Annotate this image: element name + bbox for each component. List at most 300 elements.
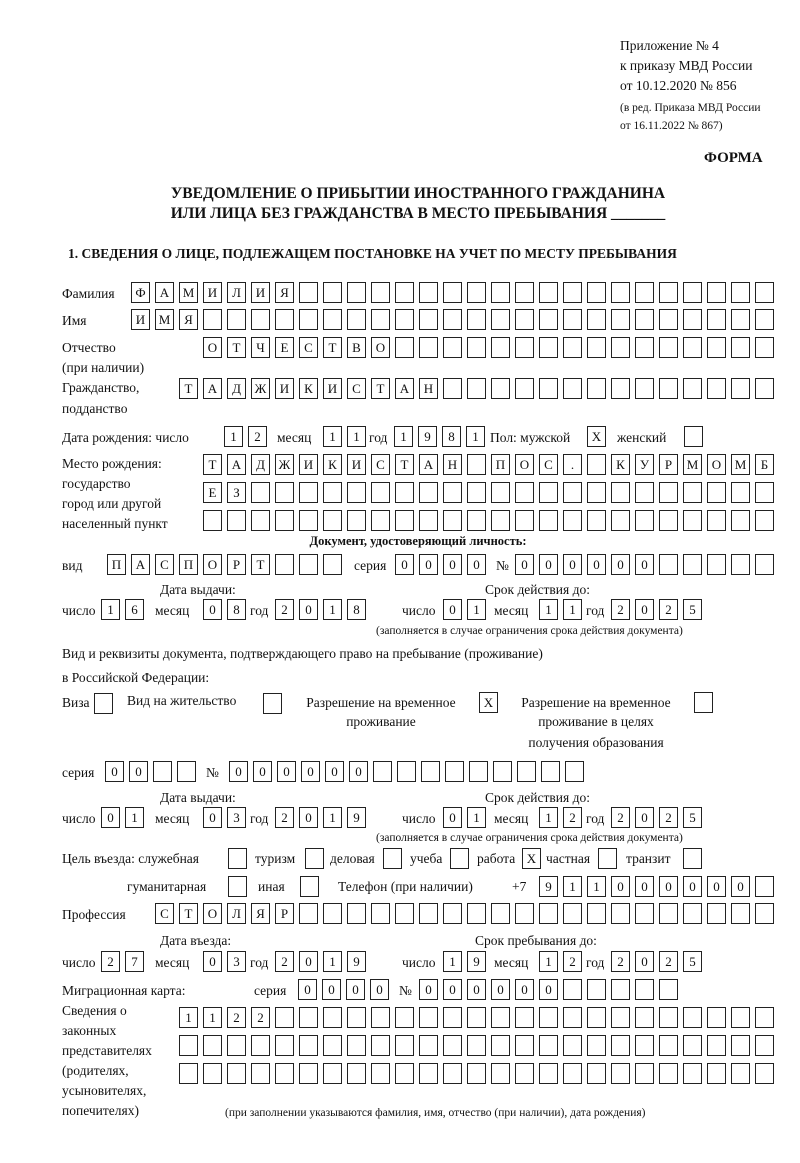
input-cell[interactable] (275, 1007, 294, 1028)
input-cell[interactable]: Т (227, 337, 246, 358)
input-cell[interactable] (467, 903, 486, 924)
input-cell[interactable] (347, 282, 366, 303)
input-cell[interactable] (563, 282, 582, 303)
input-cell[interactable]: С (347, 378, 366, 399)
input-cell[interactable]: 1 (394, 426, 413, 447)
input-cell[interactable] (563, 482, 582, 503)
patronymic-field[interactable] (203, 337, 774, 359)
stay-until-month-field[interactable] (539, 951, 582, 973)
stay-valid-year-field[interactable] (611, 807, 702, 829)
input-cell[interactable]: 0 (129, 761, 148, 782)
input-cell[interactable] (371, 1035, 390, 1056)
input-cell[interactable]: 0 (443, 554, 462, 575)
input-cell[interactable] (707, 1035, 726, 1056)
stay-issue-day-field[interactable] (101, 807, 144, 829)
input-cell[interactable]: Р (659, 454, 678, 475)
input-cell[interactable] (467, 1063, 486, 1084)
input-cell[interactable] (323, 554, 342, 575)
id-issue-day-field[interactable] (101, 599, 144, 621)
input-cell[interactable] (228, 876, 247, 897)
input-cell[interactable] (611, 1035, 630, 1056)
input-cell[interactable]: 2 (275, 599, 294, 620)
purpose-humanitarian-checkbox[interactable] (228, 876, 247, 898)
input-cell[interactable] (659, 309, 678, 330)
input-cell[interactable] (563, 378, 582, 399)
name-field[interactable] (131, 309, 774, 331)
input-cell[interactable] (587, 1063, 606, 1084)
input-cell[interactable] (563, 1063, 582, 1084)
input-cell[interactable] (611, 282, 630, 303)
input-cell[interactable]: 1 (203, 1007, 222, 1028)
input-cell[interactable]: 1 (563, 876, 582, 897)
input-cell[interactable] (491, 1035, 510, 1056)
input-cell[interactable] (323, 1007, 342, 1028)
input-cell[interactable] (299, 282, 318, 303)
input-cell[interactable]: 2 (227, 1007, 246, 1028)
input-cell[interactable] (323, 309, 342, 330)
input-cell[interactable] (517, 761, 536, 782)
input-cell[interactable]: 2 (611, 599, 630, 620)
input-cell[interactable] (203, 1035, 222, 1056)
input-cell[interactable] (299, 1063, 318, 1084)
input-cell[interactable]: 5 (683, 599, 702, 620)
input-cell[interactable] (275, 554, 294, 575)
input-cell[interactable] (227, 1035, 246, 1056)
input-cell[interactable] (587, 979, 606, 1000)
input-cell[interactable]: 2 (563, 951, 582, 972)
representatives-row-2[interactable] (179, 1035, 774, 1057)
input-cell[interactable]: Т (323, 337, 342, 358)
input-cell[interactable]: 1 (467, 807, 486, 828)
input-cell[interactable]: Я (275, 282, 294, 303)
input-cell[interactable] (563, 309, 582, 330)
input-cell[interactable] (611, 337, 630, 358)
input-cell[interactable] (659, 554, 678, 575)
birth-year-field[interactable] (394, 426, 485, 448)
input-cell[interactable] (563, 1007, 582, 1028)
input-cell[interactable]: Т (179, 903, 198, 924)
input-cell[interactable]: 0 (322, 979, 341, 1000)
input-cell[interactable]: X (587, 426, 606, 447)
input-cell[interactable]: 0 (299, 951, 318, 972)
input-cell[interactable] (611, 1063, 630, 1084)
input-cell[interactable] (443, 309, 462, 330)
input-cell[interactable] (515, 510, 534, 531)
input-cell[interactable]: 6 (125, 599, 144, 620)
input-cell[interactable]: 7 (125, 951, 144, 972)
input-cell[interactable] (755, 554, 774, 575)
input-cell[interactable] (179, 1035, 198, 1056)
purpose-private-checkbox[interactable] (598, 848, 617, 870)
input-cell[interactable] (347, 903, 366, 924)
input-cell[interactable] (659, 482, 678, 503)
input-cell[interactable] (491, 1063, 510, 1084)
input-cell[interactable]: 0 (346, 979, 365, 1000)
input-cell[interactable]: 0 (539, 979, 558, 1000)
input-cell[interactable] (611, 1007, 630, 1028)
input-cell[interactable] (515, 282, 534, 303)
input-cell[interactable]: 1 (179, 1007, 198, 1028)
input-cell[interactable]: Д (251, 454, 270, 475)
migration-series-field[interactable] (298, 979, 389, 1001)
input-cell[interactable] (203, 1063, 222, 1084)
input-cell[interactable]: . (563, 454, 582, 475)
input-cell[interactable] (635, 1063, 654, 1084)
input-cell[interactable] (683, 1007, 702, 1028)
input-cell[interactable]: З (227, 482, 246, 503)
input-cell[interactable]: 8 (442, 426, 461, 447)
input-cell[interactable] (515, 378, 534, 399)
input-cell[interactable]: 0 (515, 979, 534, 1000)
input-cell[interactable] (659, 282, 678, 303)
input-cell[interactable]: 1 (347, 426, 366, 447)
input-cell[interactable]: Р (275, 903, 294, 924)
input-cell[interactable] (515, 1007, 534, 1028)
input-cell[interactable]: 0 (659, 876, 678, 897)
input-cell[interactable]: X (479, 692, 498, 713)
input-cell[interactable]: Я (251, 903, 270, 924)
id-issue-month-field[interactable] (203, 599, 246, 621)
input-cell[interactable] (153, 761, 172, 782)
input-cell[interactable] (683, 282, 702, 303)
input-cell[interactable] (419, 1035, 438, 1056)
entry-day-field[interactable] (101, 951, 144, 973)
input-cell[interactable] (467, 1007, 486, 1028)
input-cell[interactable]: X (522, 848, 541, 869)
input-cell[interactable] (395, 1035, 414, 1056)
birth-day-field[interactable] (224, 426, 267, 448)
input-cell[interactable] (467, 510, 486, 531)
input-cell[interactable] (347, 1063, 366, 1084)
input-cell[interactable]: И (323, 378, 342, 399)
id-valid-month-field[interactable] (539, 599, 582, 621)
purpose-study-checkbox[interactable] (450, 848, 469, 870)
input-cell[interactable] (563, 337, 582, 358)
input-cell[interactable] (587, 378, 606, 399)
input-cell[interactable]: 9 (347, 951, 366, 972)
input-cell[interactable] (707, 309, 726, 330)
input-cell[interactable]: И (299, 454, 318, 475)
input-cell[interactable]: 0 (298, 979, 317, 1000)
input-cell[interactable]: А (419, 454, 438, 475)
purpose-business-checkbox[interactable] (383, 848, 402, 870)
input-cell[interactable]: А (203, 378, 222, 399)
input-cell[interactable]: Т (395, 454, 414, 475)
input-cell[interactable] (395, 510, 414, 531)
input-cell[interactable]: М (683, 454, 702, 475)
input-cell[interactable] (228, 848, 247, 869)
input-cell[interactable]: Б (755, 454, 774, 475)
input-cell[interactable]: Л (227, 282, 246, 303)
input-cell[interactable]: 2 (101, 951, 120, 972)
input-cell[interactable] (419, 482, 438, 503)
input-cell[interactable] (731, 510, 750, 531)
input-cell[interactable] (395, 482, 414, 503)
input-cell[interactable] (707, 510, 726, 531)
input-cell[interactable] (347, 510, 366, 531)
input-cell[interactable] (515, 1063, 534, 1084)
input-cell[interactable] (563, 510, 582, 531)
input-cell[interactable] (587, 282, 606, 303)
input-cell[interactable] (635, 378, 654, 399)
input-cell[interactable] (251, 1063, 270, 1084)
input-cell[interactable] (347, 309, 366, 330)
input-cell[interactable] (491, 282, 510, 303)
input-cell[interactable]: 0 (443, 979, 462, 1000)
input-cell[interactable] (683, 482, 702, 503)
input-cell[interactable]: 1 (539, 599, 558, 620)
input-cell[interactable] (541, 761, 560, 782)
input-cell[interactable]: 2 (275, 951, 294, 972)
input-cell[interactable] (227, 309, 246, 330)
input-cell[interactable]: Т (251, 554, 270, 575)
input-cell[interactable]: 0 (301, 761, 320, 782)
purpose-work-checkbox[interactable] (522, 848, 541, 870)
input-cell[interactable]: Н (443, 454, 462, 475)
input-cell[interactable] (467, 1035, 486, 1056)
input-cell[interactable]: 9 (539, 876, 558, 897)
input-cell[interactable]: Ж (275, 454, 294, 475)
input-cell[interactable]: Л (227, 903, 246, 924)
input-cell[interactable] (491, 309, 510, 330)
input-cell[interactable] (419, 903, 438, 924)
input-cell[interactable] (635, 979, 654, 1000)
input-cell[interactable] (395, 1063, 414, 1084)
input-cell[interactable] (347, 1007, 366, 1028)
input-cell[interactable]: 1 (323, 951, 342, 972)
input-cell[interactable] (731, 378, 750, 399)
input-cell[interactable] (707, 337, 726, 358)
visa-checkbox[interactable] (94, 693, 113, 715)
input-cell[interactable] (611, 979, 630, 1000)
input-cell[interactable] (491, 482, 510, 503)
input-cell[interactable] (539, 282, 558, 303)
input-cell[interactable] (539, 309, 558, 330)
input-cell[interactable] (755, 378, 774, 399)
input-cell[interactable]: 0 (539, 554, 558, 575)
input-cell[interactable] (587, 1007, 606, 1028)
input-cell[interactable]: 2 (275, 807, 294, 828)
input-cell[interactable] (683, 378, 702, 399)
trp-edu-checkbox[interactable] (694, 692, 713, 714)
input-cell[interactable] (251, 482, 270, 503)
input-cell[interactable]: 8 (347, 599, 366, 620)
input-cell[interactable] (659, 979, 678, 1000)
input-cell[interactable]: 2 (659, 599, 678, 620)
input-cell[interactable] (707, 554, 726, 575)
input-cell[interactable] (684, 426, 703, 447)
input-cell[interactable] (443, 282, 462, 303)
input-cell[interactable] (659, 1007, 678, 1028)
input-cell[interactable]: О (371, 337, 390, 358)
input-cell[interactable]: С (539, 454, 558, 475)
input-cell[interactable] (587, 337, 606, 358)
input-cell[interactable] (421, 761, 440, 782)
input-cell[interactable] (203, 510, 222, 531)
input-cell[interactable]: 0 (491, 979, 510, 1000)
input-cell[interactable] (683, 510, 702, 531)
input-cell[interactable]: 2 (659, 951, 678, 972)
input-cell[interactable]: 8 (227, 599, 246, 620)
input-cell[interactable] (299, 554, 318, 575)
input-cell[interactable]: К (611, 454, 630, 475)
input-cell[interactable] (94, 693, 113, 714)
purpose-other-checkbox[interactable] (300, 876, 319, 898)
input-cell[interactable]: 0 (299, 807, 318, 828)
input-cell[interactable] (323, 510, 342, 531)
input-cell[interactable]: И (203, 282, 222, 303)
input-cell[interactable] (450, 848, 469, 869)
input-cell[interactable]: 0 (635, 807, 654, 828)
input-cell[interactable]: 0 (635, 599, 654, 620)
input-cell[interactable] (755, 510, 774, 531)
input-cell[interactable] (659, 1063, 678, 1084)
input-cell[interactable] (275, 510, 294, 531)
purpose-tourism-checkbox[interactable] (305, 848, 324, 870)
input-cell[interactable] (323, 482, 342, 503)
input-cell[interactable] (299, 482, 318, 503)
input-cell[interactable]: 0 (105, 761, 124, 782)
input-cell[interactable] (227, 510, 246, 531)
id-issue-year-field[interactable] (275, 599, 366, 621)
input-cell[interactable]: И (131, 309, 150, 330)
input-cell[interactable] (659, 378, 678, 399)
stay-valid-day-field[interactable] (443, 807, 486, 829)
input-cell[interactable]: 0 (277, 761, 296, 782)
input-cell[interactable]: Е (203, 482, 222, 503)
input-cell[interactable]: 5 (683, 951, 702, 972)
input-cell[interactable] (323, 282, 342, 303)
input-cell[interactable] (731, 482, 750, 503)
input-cell[interactable]: М (731, 454, 750, 475)
input-cell[interactable] (611, 378, 630, 399)
id-doc-type-field[interactable] (107, 554, 342, 576)
input-cell[interactable] (395, 337, 414, 358)
input-cell[interactable] (299, 903, 318, 924)
input-cell[interactable] (177, 761, 196, 782)
input-cell[interactable] (683, 309, 702, 330)
input-cell[interactable]: 3 (227, 807, 246, 828)
input-cell[interactable] (587, 309, 606, 330)
input-cell[interactable]: 0 (611, 876, 630, 897)
input-cell[interactable] (491, 337, 510, 358)
input-cell[interactable] (469, 761, 488, 782)
input-cell[interactable]: 1 (443, 951, 462, 972)
input-cell[interactable] (275, 309, 294, 330)
input-cell[interactable] (275, 1063, 294, 1084)
input-cell[interactable]: Т (371, 378, 390, 399)
id-valid-day-field[interactable] (443, 599, 486, 621)
input-cell[interactable] (707, 1063, 726, 1084)
input-cell[interactable]: М (179, 282, 198, 303)
input-cell[interactable] (563, 903, 582, 924)
input-cell[interactable]: 0 (443, 599, 462, 620)
input-cell[interactable] (694, 692, 713, 713)
input-cell[interactable] (587, 1035, 606, 1056)
input-cell[interactable] (323, 903, 342, 924)
input-cell[interactable] (395, 282, 414, 303)
input-cell[interactable] (539, 1007, 558, 1028)
input-cell[interactable]: Е (275, 337, 294, 358)
input-cell[interactable] (227, 1063, 246, 1084)
entry-year-field[interactable] (275, 951, 366, 973)
input-cell[interactable]: 0 (467, 979, 486, 1000)
input-cell[interactable]: 1 (466, 426, 485, 447)
input-cell[interactable]: И (251, 282, 270, 303)
input-cell[interactable] (707, 482, 726, 503)
input-cell[interactable]: 1 (467, 599, 486, 620)
input-cell[interactable] (683, 554, 702, 575)
input-cell[interactable] (443, 378, 462, 399)
input-cell[interactable] (491, 378, 510, 399)
input-cell[interactable] (731, 309, 750, 330)
input-cell[interactable] (683, 848, 702, 869)
input-cell[interactable] (299, 510, 318, 531)
input-cell[interactable]: 1 (323, 426, 342, 447)
input-cell[interactable] (395, 309, 414, 330)
input-cell[interactable] (373, 761, 392, 782)
input-cell[interactable] (611, 482, 630, 503)
input-cell[interactable] (467, 309, 486, 330)
input-cell[interactable] (371, 1007, 390, 1028)
input-cell[interactable] (731, 337, 750, 358)
input-cell[interactable] (445, 761, 464, 782)
input-cell[interactable]: 0 (395, 554, 414, 575)
input-cell[interactable] (587, 903, 606, 924)
input-cell[interactable] (707, 1007, 726, 1028)
input-cell[interactable] (491, 903, 510, 924)
input-cell[interactable]: А (131, 554, 150, 575)
input-cell[interactable]: П (107, 554, 126, 575)
input-cell[interactable]: И (347, 454, 366, 475)
input-cell[interactable]: Ф (131, 282, 150, 303)
input-cell[interactable]: 0 (203, 807, 222, 828)
input-cell[interactable] (755, 282, 774, 303)
input-cell[interactable]: 0 (635, 951, 654, 972)
input-cell[interactable]: У (635, 454, 654, 475)
input-cell[interactable] (347, 482, 366, 503)
input-cell[interactable] (563, 1035, 582, 1056)
input-cell[interactable]: 0 (370, 979, 389, 1000)
input-cell[interactable]: 0 (349, 761, 368, 782)
input-cell[interactable] (755, 1063, 774, 1084)
input-cell[interactable] (635, 1007, 654, 1028)
input-cell[interactable]: 1 (323, 807, 342, 828)
input-cell[interactable]: П (179, 554, 198, 575)
input-cell[interactable] (515, 903, 534, 924)
input-cell[interactable]: Н (419, 378, 438, 399)
input-cell[interactable]: 0 (467, 554, 486, 575)
input-cell[interactable]: 2 (251, 1007, 270, 1028)
input-cell[interactable] (707, 378, 726, 399)
input-cell[interactable]: 1 (539, 807, 558, 828)
input-cell[interactable]: М (155, 309, 174, 330)
input-cell[interactable] (587, 510, 606, 531)
input-cell[interactable] (515, 337, 534, 358)
stay-until-day-field[interactable] (443, 951, 486, 973)
input-cell[interactable] (179, 1063, 198, 1084)
input-cell[interactable] (683, 1063, 702, 1084)
id-valid-year-field[interactable] (611, 599, 702, 621)
input-cell[interactable] (299, 1035, 318, 1056)
input-cell[interactable] (611, 903, 630, 924)
sex-female-checkbox[interactable] (684, 426, 703, 448)
input-cell[interactable]: 1 (323, 599, 342, 620)
input-cell[interactable] (443, 337, 462, 358)
input-cell[interactable] (419, 510, 438, 531)
input-cell[interactable]: 1 (125, 807, 144, 828)
input-cell[interactable] (635, 482, 654, 503)
